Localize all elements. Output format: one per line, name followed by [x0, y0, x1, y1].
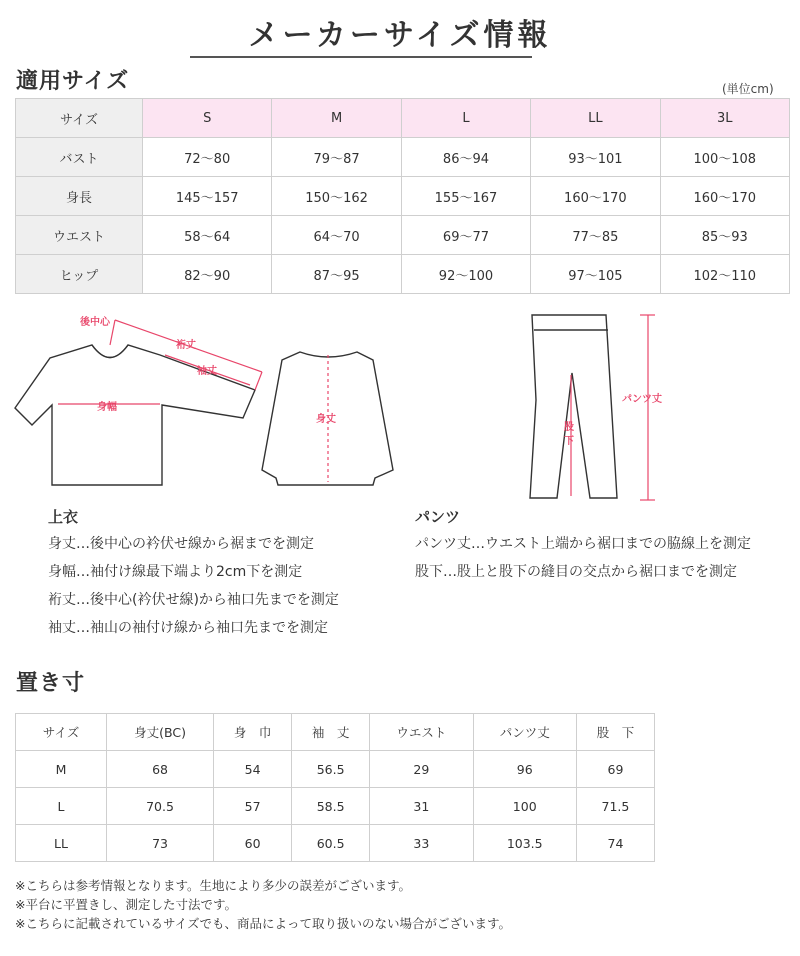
- column-header: ウエスト: [370, 714, 473, 751]
- label-sode: 袖丈: [197, 366, 217, 377]
- column-header: 袖 丈: [292, 714, 370, 751]
- column-header: 身丈(BC): [107, 714, 214, 751]
- table-cell: 54: [214, 751, 292, 788]
- footnote: ※こちらは参考情報となります。生地により多少の誤差がございます。: [15, 878, 411, 893]
- top-notes-heading: 上衣: [48, 508, 79, 526]
- table-cell: 97～105: [531, 255, 660, 294]
- table-cell: 85～93: [660, 216, 789, 255]
- table-header-row: [16, 714, 655, 751]
- table-cell: 150～162: [272, 177, 401, 216]
- footnotes: [15, 876, 511, 933]
- table-cell: 70.5: [107, 788, 214, 825]
- column-header: 3L: [660, 99, 789, 138]
- placement-heading: 置き寸: [16, 671, 86, 696]
- title-underline: [190, 56, 532, 58]
- table-cell: 87～95: [272, 255, 401, 294]
- table-cell: 31: [370, 788, 473, 825]
- table-cell: 33: [370, 825, 473, 862]
- note-line: 身幅…袖付け線最下端より2cm下を測定: [48, 564, 303, 580]
- table-cell: 72～80: [143, 138, 272, 177]
- footnote: ※平台に平置きし、測定した寸法です。: [15, 897, 237, 912]
- table-row: [16, 825, 655, 862]
- row-label: ウエスト: [16, 216, 143, 255]
- table-row: [16, 138, 790, 177]
- footnote: ※こちらに記載されているサイズでも、商品によって取り扱いのない場合がございます。: [15, 916, 511, 931]
- table-cell: 77～85: [531, 216, 660, 255]
- row-label: L: [16, 788, 107, 825]
- column-header: パンツ丈: [473, 714, 576, 751]
- table-cell: 74: [576, 825, 654, 862]
- table-cell: 92～100: [401, 255, 530, 294]
- table-cell: 71.5: [576, 788, 654, 825]
- label-mitake: 身丈: [316, 414, 336, 425]
- placement-table: [15, 713, 655, 862]
- table-cell: 96: [473, 751, 576, 788]
- note-line: 袖丈…袖山の袖付け線から袖口先までを測定: [48, 620, 328, 636]
- row-label: 身長: [16, 177, 143, 216]
- table-cell: 93～101: [531, 138, 660, 177]
- table-row: [16, 751, 655, 788]
- label-inseam-2: 下: [564, 436, 574, 447]
- table-cell: 160～170: [660, 177, 789, 216]
- label-mihaba: 身幅: [97, 402, 117, 413]
- column-header: LL: [531, 99, 660, 138]
- table-row: [16, 216, 790, 255]
- pants-notes: [415, 530, 751, 586]
- table-cell: 58～64: [143, 216, 272, 255]
- table-cell: 64～70: [272, 216, 401, 255]
- pants-notes-heading: パンツ: [415, 508, 461, 526]
- table-cell: 103.5: [473, 825, 576, 862]
- table-cell: 102～110: [660, 255, 789, 294]
- note-line: 身丈…後中心の衿伏せ線から裾までを測定: [48, 536, 314, 552]
- top-front-outline: [15, 345, 255, 485]
- column-header: 股 下: [576, 714, 654, 751]
- table-cell: 68: [107, 751, 214, 788]
- table-header-row: [16, 99, 790, 138]
- label-inseam-1: 股: [564, 422, 574, 433]
- row-label: M: [16, 751, 107, 788]
- unit-note: (単位cm): [722, 82, 774, 96]
- top-notes: [48, 530, 339, 642]
- label-back-center: 後中心: [80, 317, 110, 328]
- column-header: L: [401, 99, 530, 138]
- table-cell: 82～90: [143, 255, 272, 294]
- row-label: ヒップ: [16, 255, 143, 294]
- column-header: 身 巾: [214, 714, 292, 751]
- table-cell: 69～77: [401, 216, 530, 255]
- table-cell: 145～157: [143, 177, 272, 216]
- table-cell: 60: [214, 825, 292, 862]
- fit-size-table: [15, 98, 790, 294]
- row-label: LL: [16, 825, 107, 862]
- label-pants-length: パンツ丈: [622, 394, 662, 405]
- table-row: [16, 788, 655, 825]
- table-cell: 60.5: [292, 825, 370, 862]
- table-cell: 57: [214, 788, 292, 825]
- table-cell: 160～170: [531, 177, 660, 216]
- column-header: サイズ: [16, 714, 107, 751]
- note-line: パンツ丈…ウエスト上端から裾口までの脇線上を測定: [415, 536, 751, 552]
- table-row: [16, 255, 790, 294]
- table-cell: 86～94: [401, 138, 530, 177]
- column-header: M: [272, 99, 401, 138]
- column-header: サイズ: [16, 99, 143, 138]
- table-cell: 73: [107, 825, 214, 862]
- note-line: 股下…股上と股下の縫目の交点から裾口までを測定: [415, 564, 737, 580]
- fit-size-heading: 適用サイズ: [16, 69, 130, 94]
- note-line: 裄丈…後中心(衿伏せ線)から袖口先までを測定: [48, 592, 339, 608]
- table-cell: 100: [473, 788, 576, 825]
- table-cell: 79～87: [272, 138, 401, 177]
- table-cell: 58.5: [292, 788, 370, 825]
- label-yuki: 裄丈: [176, 340, 196, 351]
- column-header: S: [143, 99, 272, 138]
- table-cell: 155～167: [401, 177, 530, 216]
- pants-outline: [530, 315, 617, 498]
- table-row: [16, 177, 790, 216]
- garment-diagram: [0, 300, 800, 510]
- table-cell: 100～108: [660, 138, 789, 177]
- row-label: バスト: [16, 138, 143, 177]
- table-cell: 69: [576, 751, 654, 788]
- table-cell: 56.5: [292, 751, 370, 788]
- page-title: メーカーサイズ情報: [248, 18, 552, 53]
- table-cell: 29: [370, 751, 473, 788]
